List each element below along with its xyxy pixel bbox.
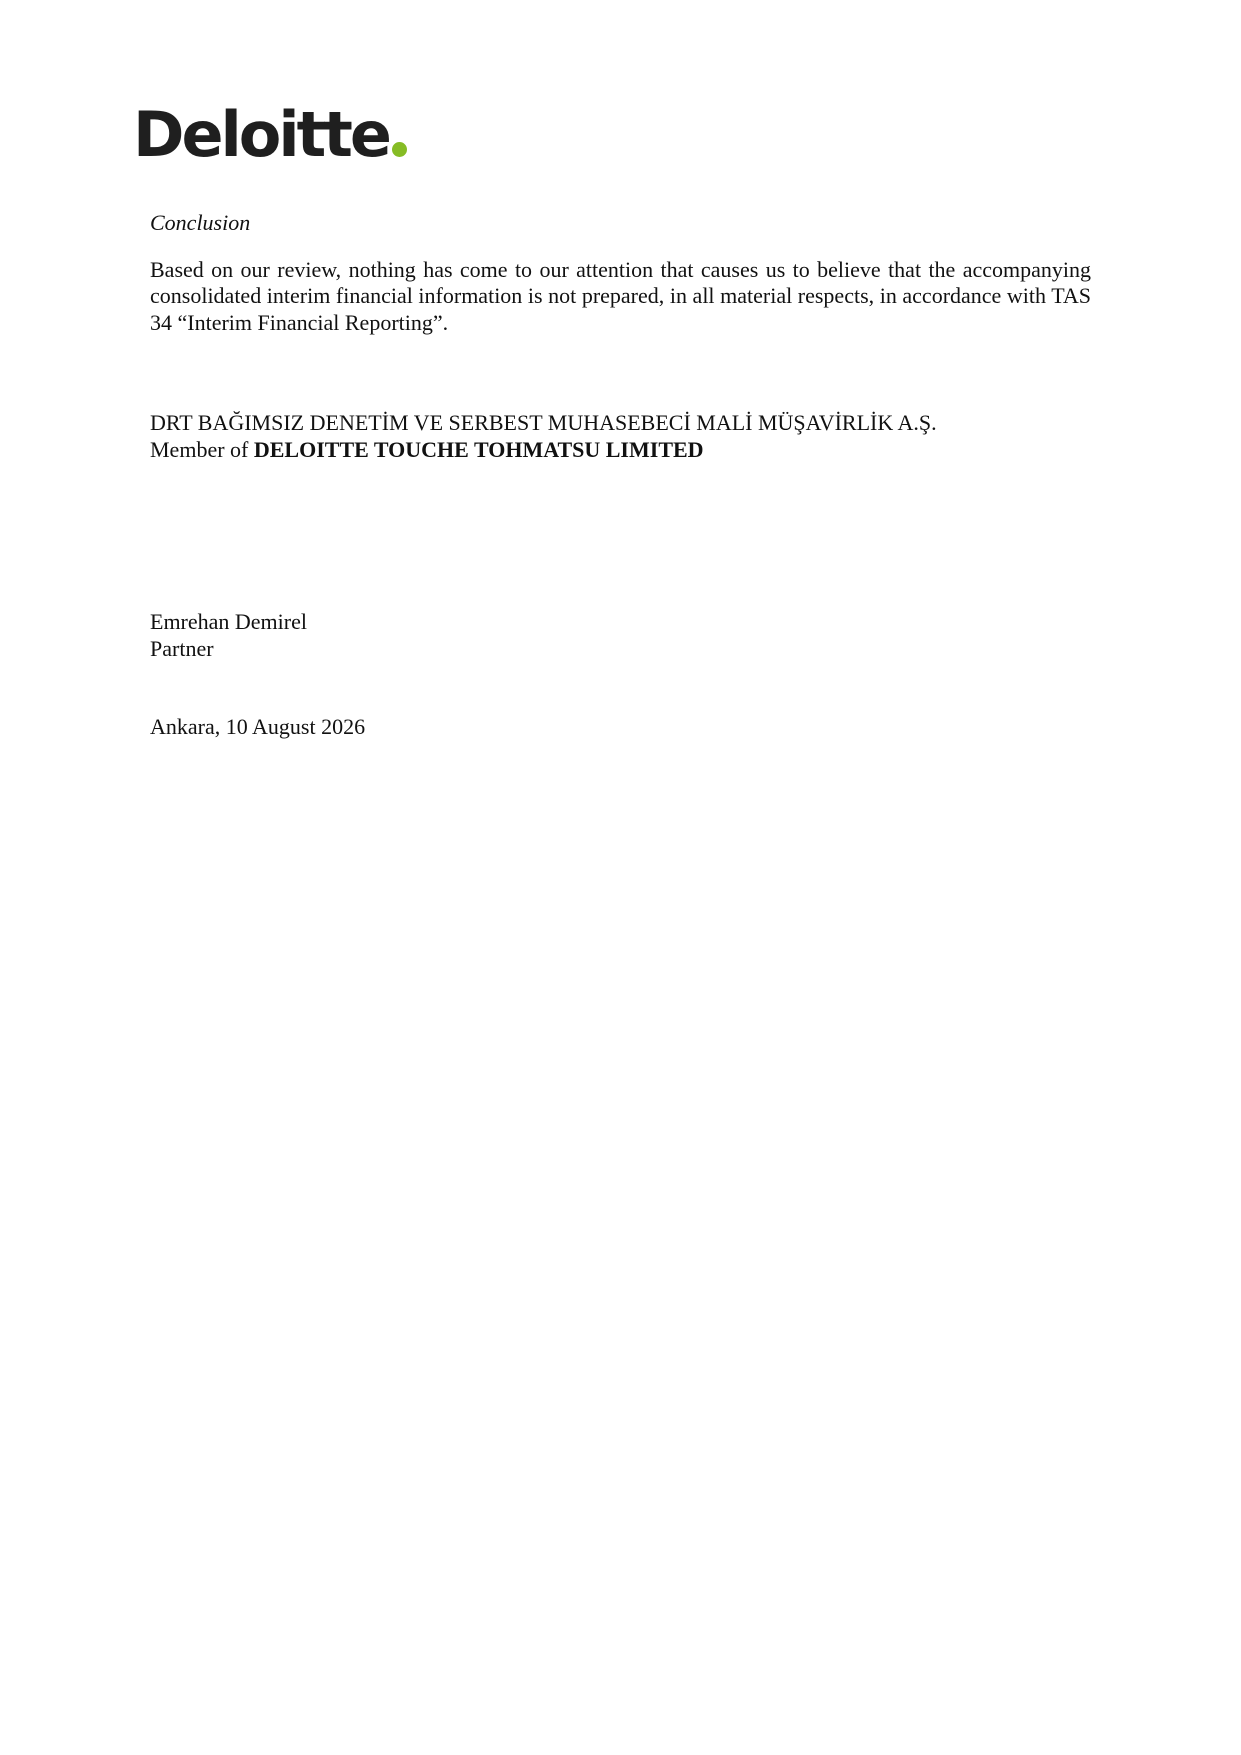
report-body (150, 210, 1091, 741)
firm-name: DRT BAĞIMSIZ DENETİM VE SERBEST MUHASEBECİ MALİ MÜŞAVİRLİK A.Ş. (150, 410, 937, 435)
member-network-name: DELOITTE TOUCHE TOHMATSU LIMITED (253, 436, 704, 462)
member-prefix: Member of (150, 436, 254, 462)
conclusion-paragraph: Based on our review, nothing has come to our attention that causes us to believe that the accompanying consolidated interim financial information is not prepared, in all material respects, in accordance with TAS 34 “Interim Financial Reporting”. (150, 256, 1091, 335)
signer-name: Emrehan Demirel (150, 609, 307, 634)
place-and-date: Ankara, 10 August 2026 (150, 714, 366, 739)
deloitte-logo (133, 96, 407, 171)
signer-block (150, 609, 1091, 662)
logo-wordmark: Deloitte (133, 98, 389, 171)
firm-block (150, 410, 1091, 463)
section-heading-conclusion: Conclusion (150, 210, 251, 235)
signer-title: Partner (150, 635, 214, 661)
logo-green-dot (392, 142, 407, 157)
firm-membership (150, 437, 1091, 464)
